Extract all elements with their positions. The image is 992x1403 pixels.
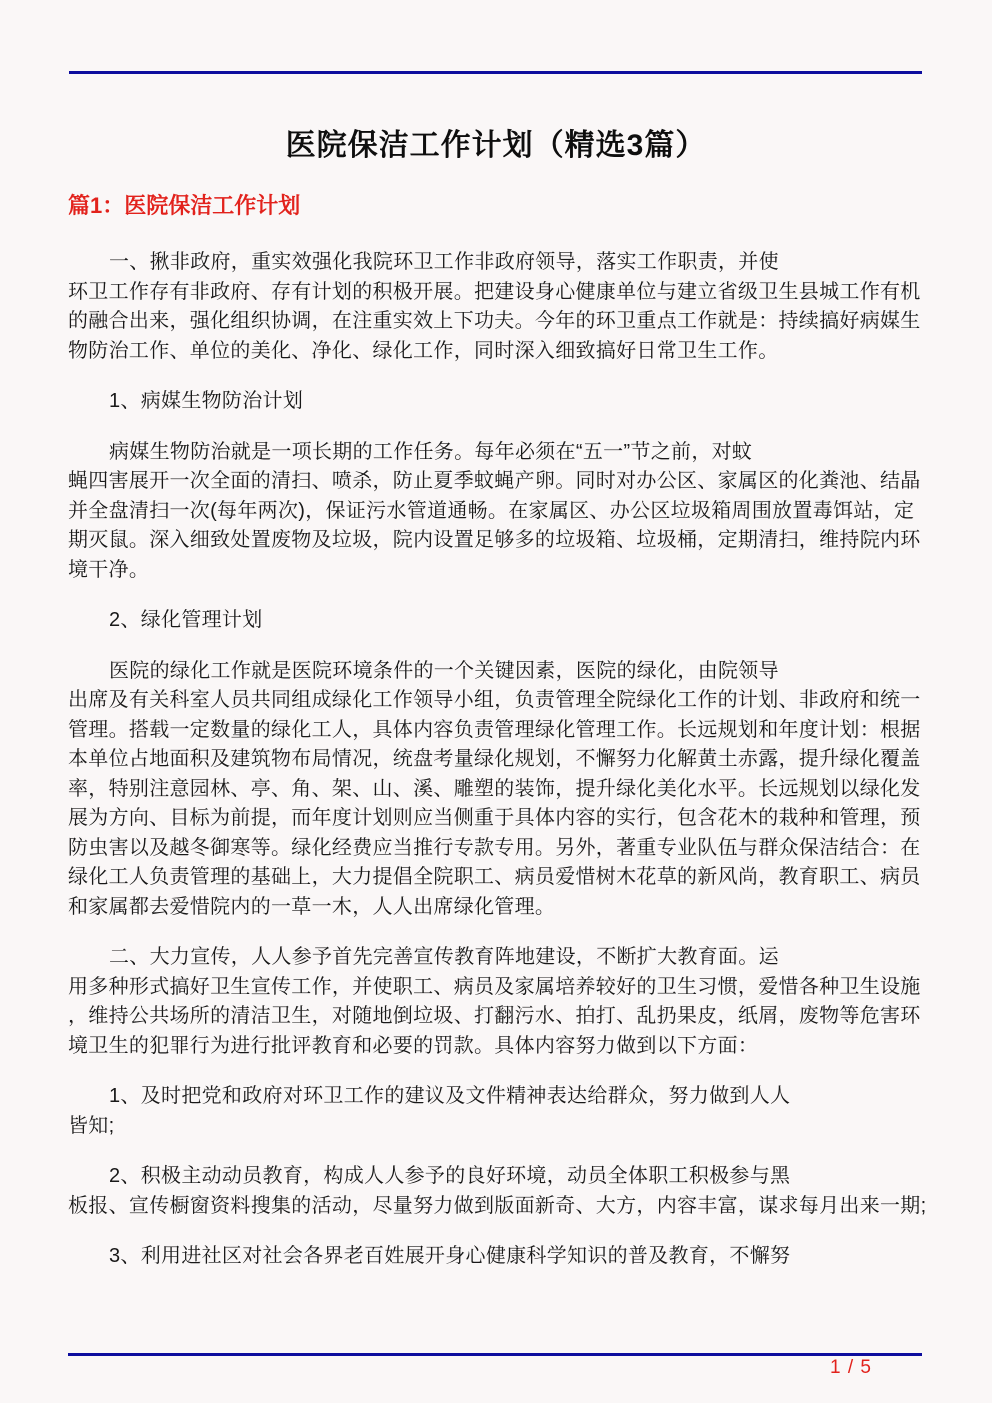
paragraph-line: 一、揪非政府，重实效强化我院环卫工作非政府领导，落实工作职责，并使 — [109, 251, 779, 273]
paragraph-line: 率，特别注意园林、亭、角、架、山、溪、雕塑的装饰，提升绿化美化水平。长远规划以绿化发 — [68, 777, 921, 800]
paragraph-line: 境卫生的犯罪行为进行批评教育和必要的罚款。具体内容努力做到以下方面： — [68, 1034, 759, 1057]
section-heading: 篇1：医院保洁工作计划 — [68, 193, 301, 218]
paragraph-line: 展为方向、目标为前提，而年度计划则应当侧重于具体内容的实行，包含花木的栽种和管理，预 — [68, 807, 921, 829]
page-title: 医院保洁工作计划（精选3篇） — [285, 129, 707, 162]
paragraph-line: 境干净。 — [68, 558, 150, 581]
paragraph-line: 病媒生物防治就是一项长期的工作任务。每年必须在“五一”节之前，对蚊 — [109, 440, 753, 463]
paragraph-line: 1、病媒生物防治计划 — [109, 390, 304, 412]
paragraph-line: 蝇四害展开一次全面的清扫、喷杀，防止夏季蚊蝇产卵。同时对办公区、家属区的化粪池、结晶 — [68, 470, 921, 492]
paragraph-line: 出席及有关科室人员共同组成绿化工作领导小组，负责管理全院绿化工作的计划、非政府和统一 — [68, 689, 921, 711]
paragraph-line: 和家属都去爱惜院内的一草一木，人人出席绿化管理。 — [68, 895, 556, 918]
paragraph-line: ，维持公共场所的清洁卫生，对随地倒垃圾、打翻污水、拍打、乱扔果皮，纸屑，废物等危害环 — [68, 1005, 921, 1027]
paragraph-line: 本单位占地面积及建筑物布局情况，统盘考量绿化规划，不懈努力化解黄土赤露，提升绿化覆盖 — [68, 748, 921, 770]
paragraph-line: 管理。搭载一定数量的绿化工人，具体内容负责管理绿化管理工作。长远规划和年度计划：根据 — [68, 718, 921, 741]
paragraph-line: 1、及时把党和政府对环卫工作的建议及文件精神表达给群众，努力做到人人 — [109, 1085, 791, 1107]
bottom-divider-rule — [68, 1353, 922, 1356]
paragraph-line: 绿化工人负责管理的基础上，大力提倡全院职工、病员爱惜树木花草的新风尚，教育职工、病员 — [68, 866, 921, 888]
paragraph-line: 期灭鼠。深入细致处置废物及垃圾，院内设置足够多的垃圾箱、垃圾桶，定期清扫，维持院内环 — [68, 529, 921, 551]
paragraph-line: 2、绿化管理计划 — [109, 609, 263, 631]
paragraph-line: 二、大力宣传，人人参予首先完善宣传教育阵地建设，不断扩大教育面。运 — [109, 946, 779, 968]
paragraph — [68, 1162, 927, 1221]
paragraph — [68, 943, 924, 1061]
paragraph — [68, 1082, 924, 1141]
paragraph — [68, 606, 924, 636]
paragraph-line: 医院的绿化工作就是医院环境条件的一个关键因素，医院的绿化，由院领导 — [109, 659, 779, 682]
paragraph-line: 板报、宣传橱窗资料搜集的活动，尽量努力做到版面新奇、大方，内容丰富，谋求每月出来一期; — [68, 1194, 927, 1217]
paragraph-line: 防虫害以及越冬御寒等。绿化经费应当推行专款专用。另外，著重专业队伍与群众保洁结合：在 — [68, 836, 921, 859]
paragraph — [68, 657, 924, 923]
document-page — [68, 0, 927, 1293]
paragraph-line: 物防治工作、单位的美化、净化、绿化工作，同时深入细致搞好日常卫生工作。 — [68, 339, 779, 362]
paragraph-line: 的融合出来，强化组织协调，在注重实效上下功夫。今年的环卫重点工作就是：持续搞好病媒生 — [68, 310, 921, 332]
paragraph-line: 并全盘清扫一次(每年两次)，保证污水管道通畅。在家属区、办公区垃圾箱周围放置毒饵站，定 — [68, 499, 915, 522]
paragraph — [68, 248, 924, 366]
paragraph-line: 3、利用进社区对社会各界老百姓展开身心健康科学知识的普及教育，不懈努 — [109, 1245, 791, 1267]
document-body — [68, 248, 927, 1272]
paragraph-line: 环卫工作存有非政府、存有计划的积极开展。把建设身心健康单位与建立省级卫生县城工作有机 — [68, 280, 921, 303]
paragraph-line: 用多种形式搞好卫生宣传工作，并使职工、病员及家属培养较好的卫生习惯，爱惜各种卫生设施 — [68, 975, 921, 998]
page-number: 1 / 5 — [830, 1357, 872, 1378]
paragraph-line: 2、积极主动动员教育，构成人人参予的良好环境，动员全体职工积极参与黑 — [109, 1165, 791, 1187]
paragraph-line: 皆知; — [68, 1114, 115, 1137]
paragraph — [68, 387, 924, 417]
paragraph — [68, 1242, 924, 1272]
paragraph — [68, 438, 924, 586]
